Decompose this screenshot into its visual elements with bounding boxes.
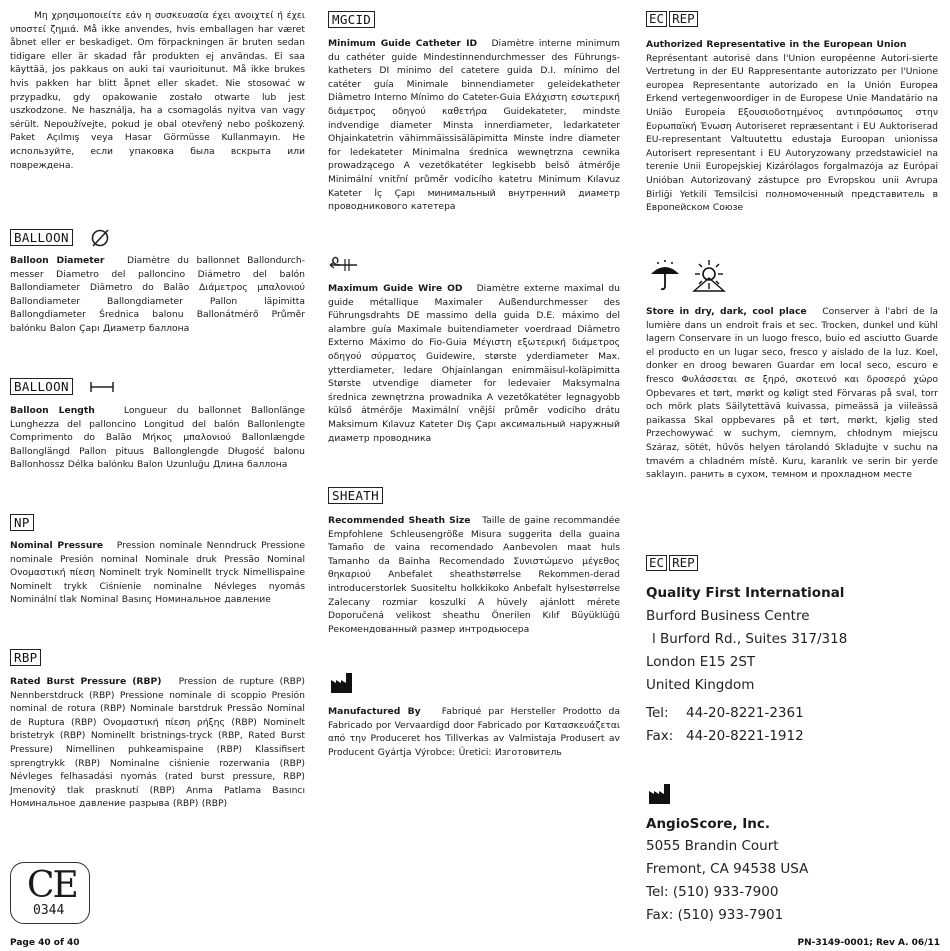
sheath-title: Recommended Sheath Size — [328, 515, 471, 526]
length-icon — [90, 381, 114, 393]
storage-text — [646, 305, 938, 482]
guide-wire-title: Maximum Guide Wire OD — [328, 283, 463, 294]
rbp-symbol: RBP — [10, 649, 41, 666]
np-symbol: NP — [10, 514, 34, 531]
rep-company-name: Quality First International — [646, 585, 845, 601]
balloon-length-text — [10, 404, 305, 472]
authorized-rep-translations: Représentant autorisé dans l'Union européenne Autori-sierte Vertretung in der EU Rappresentante autorizzato per l'Unione europea Representante autorizado en la Unión Europea Erkend vertegenwoordiger in de Europese Unie Mandatário na União Europeia Εξουσιοδοτημένος αντιπρόσωπος στην Ευρωπαϊκή Ένωση Autoriseret repræsentant i EU Auktoriserad EU-representant Valtuutettu edustaja Euroopan unionissa Autorisert representant i EU Autoryzowany przedstawiciel na terenie Unii Europejskiej Kizárólagos forgalmazója az Európai Unióban Autorizovaný zástupce pro Evropskou unii Avrupa Birliği Yetkili Temsilcisi полномоченный представитель в Европейском Союзе — [646, 52, 938, 214]
rep-address-line-2: l Burford Rd., Suites 317/318 — [652, 631, 848, 647]
ec-label: EC — [646, 11, 667, 27]
rep-address-line-3: London E15 2ST — [646, 654, 756, 670]
manufacturer-icon — [330, 672, 354, 694]
manufacturer-company-name: AngioScore, Inc. — [646, 816, 771, 832]
ce-notified-body-number: 0344 — [33, 903, 65, 918]
ce-mark-box — [10, 862, 90, 924]
sheath-translations: Taille de gaine recommandée Empfohlene Schleusengröße Misura suggerita della guaina Tamaño de vaina recomendado Aanbevolen maat huls Tamanho da Bainha Recomendado Συνιστώμενο μέγεθος θηκαριού Anbefalet sheathstørrelse Rekommen-derad introducerstorlek Suositeltu holkkikoko Anbefalt hylsestørrelse Zalecany rozmiar koszulki A hüvely ajánlott mérete Doporučená velikost sheathu Önerilen Kılıf Büyüklüğü Рекомендованный размер интродьюсера — [328, 515, 621, 635]
ce-mark: CE — [27, 865, 77, 906]
ec-rep-symbol-2 — [646, 555, 698, 571]
column-3 — [646, 0, 941, 951]
manufacturer-address-line-1: 5055 Brandin Court — [646, 838, 779, 854]
manufacturer-address-line-2: Fremont, CA 94538 USA — [646, 861, 809, 877]
nominal-pressure-text — [10, 539, 305, 607]
column-1 — [10, 0, 305, 951]
guide-catheter-title: Minimum Guide Catheter ID — [328, 38, 478, 49]
manufactured-by-translations: Fabriqué par Hersteller Prodotto da Fabricado por Vervaardigd door Fabricado por Κατασκευάζεται από την Produceret hos Tillverkas av Valmistaja Produsert av Producent Gyártja Výrobce: Üretici: Изготовитель — [328, 706, 620, 758]
balloon-diameter-text — [10, 254, 305, 336]
guide-wire-text — [328, 282, 620, 445]
balloon-diameter-translations: Diamètre du ballonnet Ballondurch-messer Diametro del palloncino Diámetro del balón Ballondiameter Diâmetro do Balão Διάμετρος μπαλονιού Ballondiameter Ballongdiameter Pallon läpimitta Ballongdiameter Średnica balonu Ballonátmérő Průměr balónku Balon Çapı Диаметр баллона — [10, 255, 305, 334]
manufactured-by-text — [328, 705, 620, 759]
rep-fax-label: Fax: — [646, 728, 674, 744]
rep-tel-label: Tel: — [646, 705, 669, 721]
rbp-translations: Pression de rupture (RBP) Nennberstdruck (RBP) Pressione nominale di scoppio Presión nominal de rotura (RBP) Nominale barstdruk Pressão Nominal de Ruptura (RBP) Ονομαστική πίεση ρήξης (RBP) Nominelt bristetryk (RBP) Nominellt bristnings-tryck (RBP, Rated Burst Pressure) Nimellinen puhkeamispaine (RBP) Klassifisert sprengtrykk (RBP) Nominalne ciśnienie rozerwania (RBP) Névleges felhasadási nyomás (rated burst pressure, RBP) Jmenovitý tlak prasknutí (RBP) Anma Patlama Basıncı Номинальное давление разрыва (RBP) (RBP) — [10, 676, 306, 810]
guide-wire-icon — [328, 256, 358, 274]
balloon-symbol: BALLOON — [10, 229, 73, 246]
mgcid-symbol: MGCID — [328, 11, 375, 28]
rep-address-line-1: Burford Business Centre — [646, 608, 810, 624]
column-2 — [328, 0, 623, 951]
ec-rep-symbol — [646, 11, 698, 27]
rbp-title: Rated Burst Pressure (RBP) — [10, 676, 162, 687]
authorized-rep-title: Authorized Representative in the European Union — [646, 39, 907, 50]
manufacturer-icon-2 — [648, 783, 672, 805]
storage-title: Store in dry, dark, cool place — [646, 306, 807, 317]
rep-address-line-4: United Kingdom — [646, 677, 755, 693]
keep-out-of-sunlight-icon — [690, 258, 728, 292]
ec-label-2: EC — [646, 555, 667, 571]
authorized-rep-text — [646, 38, 938, 215]
balloon-length-symbol: BALLOON — [10, 378, 73, 395]
rep-tel: 44-20-8221-2361 — [686, 705, 804, 721]
nominal-pressure-title: Nominal Pressure — [10, 540, 104, 551]
balloon-diameter-title: Balloon Diameter — [10, 255, 105, 266]
manufacturer-tel: Tel: (510) 933-7900 — [646, 884, 779, 900]
manufactured-by-title: Manufactured By — [328, 706, 421, 717]
document-number: PN-3149-0001; Rev A. 06/11 — [797, 938, 940, 948]
balloon-length-title: Balloon Length — [10, 405, 95, 416]
diameter-icon — [90, 228, 112, 248]
rep-label: REP — [669, 11, 698, 27]
sheath-symbol: SHEATH — [328, 487, 383, 504]
rbp-text — [10, 675, 305, 811]
intro-warning-text: Μη χρησιμοποιείτε εάν η συσκευασία έχει ανοιχτεί ή έχει υποστεί ζημιά. Må ikke anvendes, hvis emballagen har været åbnet eller er beskadiget. Om förpackningen är bruten sedan tidigare eller är skadad får produkten ej användas. Ei saa käyttää, jos pakkaus on auki tai vaurioitunut. Må ikke brukes hvis pakken har blitt åpnet eller skadet. Nie stosować w przypadku, gdy opakowanie zostało otwarte lub jest uszkodzone. Ne használja, ha a csomagolás nyitva van vagy sérült. Nepoužívejte, pokud je obal otevřený nebo poškozený. Paket Açılmış veya Hasar Görmüsse Kullanmayın. Не используйте, если упаковка была вскрыта или повреждена. — [10, 10, 305, 171]
rep-label-2: REP — [669, 555, 698, 571]
sheath-text — [328, 514, 620, 636]
guide-wire-translations: Diamètre externe maximal du guide métallique Maximaler Außendurchmesser des Führungsdrahts DE massimo della guida D.E. máximo del alambre guía Maximale buitendiameter voerdraad Diâmetro Externo Máximo do Fio-Guia Μέγιστη εξωτερική διάμετρος οδηγού σύρματος Guidewire, største yderdiameter Max. ytterdiameter, ledare Ohjainlangan enimmäisul-koläpimitta Største utvendige diameter for ledevaier Maksymalna średnica zewnętrzna prowadnika A vezetőkatéter legnagyobb külső átmérője Maximální vnější průměr vodicího drátu Maksimum Kılavuz Kateter Dış Çapı аксимальный наружный диаметр проводника — [328, 283, 620, 444]
page-number: Page 40 of 40 — [10, 938, 80, 948]
manufacturer-fax: Fax: (510) 933-7901 — [646, 907, 784, 923]
guide-catheter-text — [328, 37, 620, 214]
keep-dry-icon — [648, 258, 682, 292]
balloon-length-translations: Longueur du ballonnet Ballonlänge Lunghezza del palloncino Longitud del balón Ballonlengte Comprimento do Balão Μήκος μπαλονιού Ballonlængde Ballonglängd Pallon pituus Ballonglengde Długość balonu Ballonhossz Délka balónku Balon Uzunluğu Длина баллона — [10, 405, 305, 471]
storage-translations: Conserver à l'abri de la lumière dans un endroit frais et sec. Trocken, dunkel und kühl lagern Conservare in un luogo fresco, buio ed asciutto Guarde el producto en un lugar seco, fresco y aislado de la luz. Koel, donker en droog bewaren Guardar em local seco, escuro e fresco Φυλάσσεται σε ξηρό, σκοτεινό και δροσερό χώρο Opbevares et tørt, mørkt og køligt sted Förvaras på sval, torr och mörk plats Säilytettävä kuivassa, pimeässä ja viileässä paikassa Skal oppbevares på et tørt, mørkt, kjølig sted Przechowywać w suchym, ciemnym, chłodnym miejscu Száraz, sötét, hűvös helyen tárolandó Skladujte v suchu na tmavém a chladném místě. Kuru, karanlık ve serin bir yerde saklayın. ранить в сухом, темном и прохладном месте — [646, 306, 938, 481]
rep-fax: 44-20-8221-1912 — [686, 728, 804, 744]
nominal-pressure-translations: Pression nominale Nenndruck Pressione nominale Presión nominal Nominale druk Pressão Nominal Ονομαστική πίεση Nominelt tryk Nominellt tryck Nimellispaine Nominelt trykk Ciśnienie nominalne Névleges nyomás Nominální tlak Nominal Basınç Номинальное давление — [10, 540, 305, 606]
guide-catheter-translations: Diamètre interne minimum du cathéter guide Mindestinnendurchmesser des Führungs-katheters DI minimo del catetere guida D.I. mínimo del catéter guía Minimale binnendiameter geleidekatheter Diâmetro Interno Mínimo do Cateter-Guia Ελάχιστη εσωτερική διάμετρος οδηγού καθετήρα Guidekateter, mindste indvendige diameter Minsta innerdiameter, ledarkateter Ohjainkatetrin vähimmäissisäläpimitta Minste indre diameter for ledekateter Minimalna średnica wewnętrzna cewnika prowadzącego A vezetőkatéter legkisebb belső átmérője Minimální vnitřní průměr vodicího katetru Minimum Kılavuz Kateter İç Çapı минимальный внутренний диаметр проводникового катетера — [328, 38, 621, 213]
